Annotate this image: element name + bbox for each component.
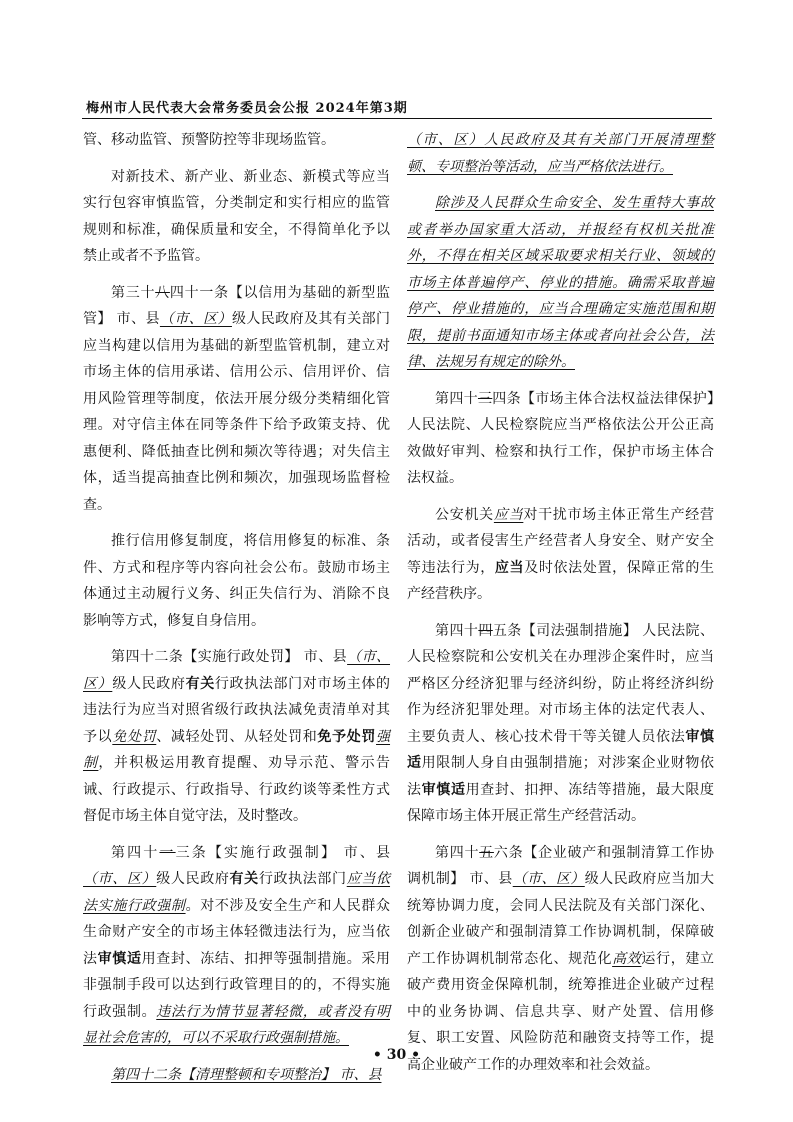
text-run: 五条【司法强制措施】 人民法院、人民检察院和公安机关在办理涉企案件时，应当严格区分经济犯罪与经济纠纷，防止将经济纠纷作为经济犯罪处理。对市场主体的法定代表人、主要负责人、核心技术骨干等关键人员依法 [407,622,715,745]
article-legal-protection [407,386,714,492]
text-run: 条【以信用为基础的新型监管】 市、县 [83,284,391,327]
text-run: 六条【企业破产和强制清算工作协调机制】 市、县 [407,844,715,887]
revised-text: （市、区） [83,649,391,692]
article-bankruptcy-coordination [407,840,714,1079]
revised-text: （市、区） [512,871,585,887]
article-number: 第四十 [435,390,478,407]
deleted-text: 五 [479,844,494,861]
text-run: ，并积极运用教育提醒、劝导示范、警示告诫、行政提示、行政指导、行政约谈等柔性方式督促市场主体自觉守法，及时整改。 [83,755,390,824]
text-run: 第四十二条【实施行政处罚】 市、县 [111,649,348,665]
inserted-text: 应当 [494,559,525,576]
article-number: 第三十 [111,284,156,301]
text-run: 公安机关 [435,506,494,523]
revised-text: 人民政府及其有关部门开展清理整顿、专项整治等活动，应当严格依法进行。 [407,132,715,175]
deleted-text: 四 [478,622,493,639]
right-column [407,127,714,1078]
journal-header: 梅州市人民代表大会常务委员会公报 2024年第3期 [86,101,408,116]
revised-text: 高效 [612,950,642,967]
text-run: 三条【实施行政强制】 市、县 [175,844,391,861]
paragraph-prudent-supervision: 对新技术、新产业、新业态、新模式等应当实行包容审慎监管，分类制定和实行相应的监管规则和标准，确保质量和安全，不得简单化予以禁止或者不予监管。 [83,168,390,264]
article-number: 第四十 [435,844,480,861]
paragraph-remote-supervision: 管、移动监管、预警防控等非现场监管。 [83,132,335,148]
article-credit-supervision [83,280,390,519]
inserted-text: 审慎适 [97,950,142,967]
text-run: 级人民政府 [112,675,186,692]
text-run: 及时依法处置，保障正常的生产经营秩序。 [407,559,715,602]
left-column [83,127,390,1088]
inserted-text: 免予处罚 [317,728,377,745]
deleted-text: 一 [159,844,176,861]
text-run: 级人民政府 [156,871,230,887]
inserted-text: 审慎适 [407,728,715,771]
text-run: 对干扰市场主体正常生产经营活动，或者侵害生产经营者人身安全、财产安全等违法行为， [407,506,715,576]
text-run: 用限制人身自由强制措施；对涉案企业财物依法 [407,755,715,798]
text-run: 、减轻处罚、从轻处罚和 [156,728,318,745]
header-rule [82,118,712,119]
article-administrative-compulsion [83,840,390,1052]
text-run: 级人民政府及其有关部门应当构建以信用为基础的新型监管机制，建立对市场主体的信用承诺、信用公示、信用评价、信用风险管理等制度，依法开展分级分类精细化管理。对守信主体在同等条件下给予政策支持、优惠便利、降低抽查比例和频次等待遇；对失信主体，适当提高抽查比例和频次，加强现场监督检查。 [83,311,391,513]
revised-text: 强制 [83,728,391,771]
text-run: 行政执法部门对市场主体的违法行为应当对照省级行政执法减免责清单对其予以 [83,675,391,745]
text-run: 运行，建立破产费用资金保障机制，统筹推进企业破产过程中的业务协调、信息共享、财产处置、信用修复、职工安置、风险防范和融资支持等工作，提高企业破产工作的办理效率和社会效益。 [407,950,715,1073]
revised-text: 应当 [493,506,524,523]
text-run: 四条【市场主体合法权益法律保护】人民法院、人民检察院应当严格依法公开公正高效做好审判、检察和执行工作，保护市场主体合法权益。 [407,390,715,486]
paragraph-production-suspension: 除涉及人民群众生命安全、发生重特大事故或者举办国家重大活动，并报经有权机关批准外，不得在相关区域采取要求相关行业、领域的市场主体普遍停产、停业的措施。确需采取普遍停产、停业措施的，应当合理确定实施范围和期限，提前书面通知市场主体或者向社会公告，法律、法规另有规定的除外。 [407,195,714,370]
text-run: 级人民政府应当加大统筹协调力度，会同人民法院及有关部门深化、创新企业破产和强制清算工作协调机制，保障破产工作协调机制常态化、规范化 [407,871,715,967]
revised-text: （市、区） [159,311,232,327]
article-number: 第四十 [435,622,479,639]
deleted-text: 三 [477,390,493,407]
page-number: • 30 • [372,1047,421,1063]
text-run: 行政执法部门 [258,871,347,887]
paragraph-rectification-continued [407,127,714,180]
article-rectification-heading: 第四十二条【清理整顿和专项整治】 市、县 [111,1066,382,1083]
text-run: 用查封、扣押、冻结等措施，最大限度保障市场主体开展正常生产经营活动。 [407,781,715,824]
article-administrative-penalty [83,644,390,830]
inserted-text: 有关 [229,871,259,887]
article-number: 第四十 [111,844,160,861]
revised-text: （市、区） [83,871,157,887]
revised-text: 免处罚 [112,728,157,745]
paragraph-credit-repair: 推行信用修复制度，将信用修复的标准、条件、方式和程序等内容向社会公布。鼓励市场主体通过主动履行义务、纠正失信行为、消除不良影响等方式，修复自身信用。 [83,533,390,629]
article-judicial-compulsion [407,618,714,830]
revised-text: 应当依法实施行政强制 [83,871,391,914]
revised-text: 违法行为情节显著轻微，或者没有明显社会危害的，可以不采取行政强制措施。 [83,1003,390,1046]
revised-text: （市、区） [407,132,485,148]
inserted-text: 审慎适 [421,781,466,798]
paragraph-public-security [407,502,714,608]
inserted-text: 有关 [185,675,215,692]
text-run: 。对不涉及安全生产和人民群众生命财产安全的市场主体轻微违法行为，应当依法 [83,897,391,967]
deleted-text: 八 [155,284,170,301]
new-article-number: 四十一 [169,284,215,301]
text-run: 用查封、冻结、扣押等强制措施。采用非强制手段可以达到行政管理目的的，不得实施行政强制。 [83,950,391,1020]
